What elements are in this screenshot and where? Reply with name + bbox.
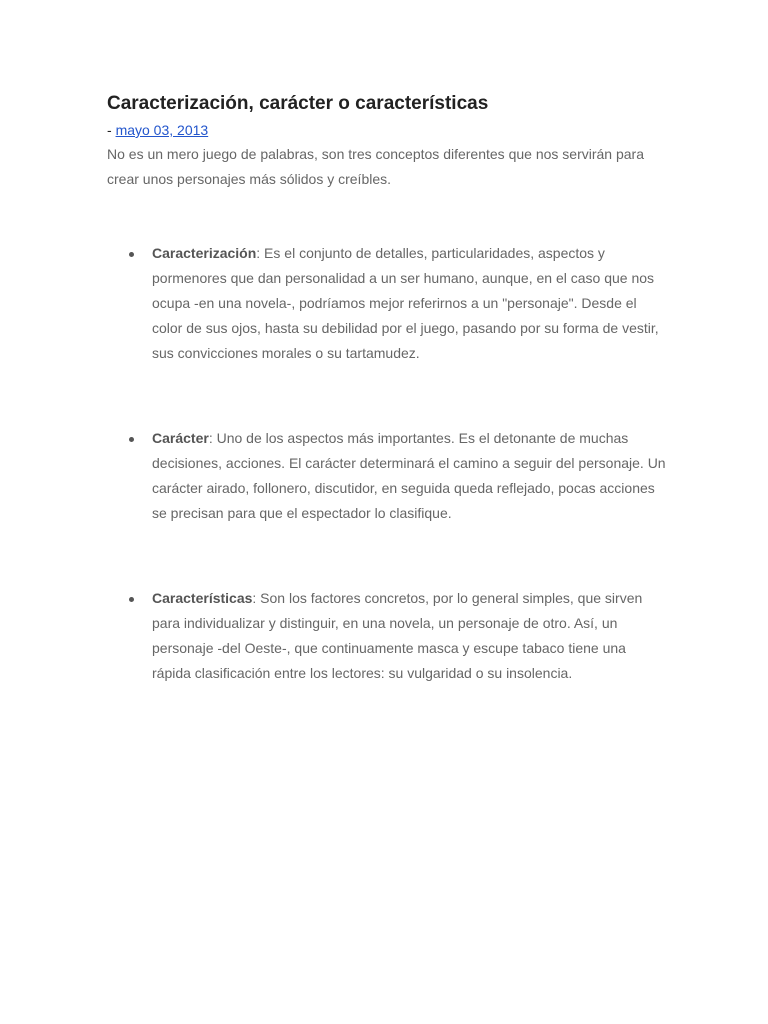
item-term: Caracterización (152, 245, 257, 261)
item-term: Características (152, 590, 253, 606)
item-text: : Es el conjunto de detalles, particularidades, aspectos y pormenores que dan personalidad a un ser humano, aunque, en el caso que nos ocupa -en una novela-, podríamos mejor referirnos a un "personaje". Desde el color de sus ojos, hasta su debilidad por el juego, pasando por su forma de vestir, sus convicciones morales o su tartamudez. (152, 245, 659, 361)
item-text: : Uno de los aspectos más importantes. Es el detonante de muchas decisiones, acciones. El carácter determinará el camino a seguir del personaje. Un carácter airado, follonero, discutidor, en seguida queda reflejado, pocas acciones se precisan para que el espectador lo clasifique. (152, 430, 666, 521)
concept-list (107, 241, 667, 686)
date-prefix: - (107, 122, 116, 138)
post-title: Caracterización, carácter o características (107, 93, 489, 114)
blog-post (107, 90, 667, 686)
list-item-caracterizacion (107, 241, 667, 366)
list-item-caracter (107, 426, 667, 526)
bullet-dot-icon (129, 252, 134, 257)
list-item-caracteristicas (107, 586, 667, 686)
bullet-dot-icon (129, 437, 134, 442)
item-term: Carácter (152, 430, 209, 446)
post-meta (107, 120, 667, 140)
item-text: : Son los factores concretos, por lo general simples, que sirven para individualizar y distinguir, en una novela, un personaje de otro. Así, un personaje -del Oeste-, que continuamente masca y escupe tabaco tiene una rápida clasificación entre los lectores: su vulgaridad o su insolencia. (152, 590, 643, 681)
post-intro: No es un mero juego de palabras, son tres conceptos diferentes que nos servirán para crear unos personajes más sólidos y creíbles. (107, 146, 644, 187)
bullet-dot-icon (129, 597, 134, 602)
post-date-link[interactable]: mayo 03, 2013 (115, 122, 209, 138)
